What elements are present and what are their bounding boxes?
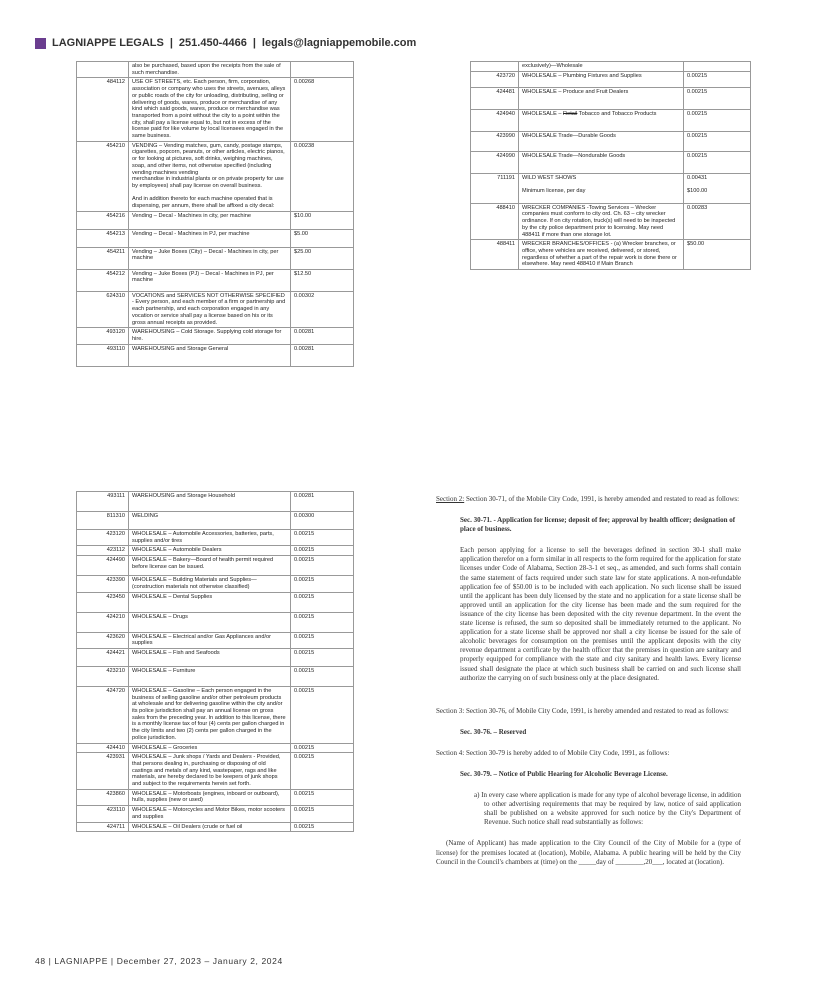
business-description: USE OF STREETS, etc. Each person, firm, corporation, association or company who uses the streets, avenues, alleys or public roads of the city for unloading, distributing, selling or delivering of goods, wares, produce or merchandise of any kind which said goods, wares, produce or merchandise was transported from a point without the city to a point within the city, shall pay a license equal to, but not in excess of the license paid for like volume by local licensees engaged in the same business. xyxy=(129,78,291,141)
table-row xyxy=(77,546,354,556)
business-description: WHOLESALE – Motorcycles and Motor Bikes, motor scooters and supplies xyxy=(129,806,291,822)
business-description: WHOLESALE – Junk shops / Yards and Dealers - Provided, that persons dealing in, purchasing or disposing of old castings and metals of any kind, wastepaper, rags and like materials, are hereby declared to be keepers of junk shops and subject to the requirements herein set forth. xyxy=(129,753,291,790)
business-description: WHOLESALE – Motorboats (engines, inboard or outboard), hulls, supplies (new or used) xyxy=(129,789,291,805)
table-row xyxy=(77,291,354,328)
license-table-bottom-left xyxy=(76,491,354,832)
naics-code: 424990 xyxy=(471,151,519,173)
license-table-top-left xyxy=(76,61,354,367)
license-rate: 0.00215 xyxy=(291,556,354,576)
section-2-paragraph xyxy=(436,495,741,504)
naics-code: 454210 xyxy=(77,141,129,211)
table-row xyxy=(77,328,354,344)
business-description: WELDING xyxy=(129,512,291,530)
business-description: WHOLESALE – Building Materials and Supplies—(construction materials not otherwise classified) xyxy=(129,576,291,592)
business-description: WHOLESALE – Electrical and/or Gas Appliances and/or supplies xyxy=(129,632,291,648)
naics-code: 454211 xyxy=(77,247,129,269)
license-rate: 0.00215 xyxy=(684,131,751,151)
naics-code: 423860 xyxy=(77,789,129,805)
license-rate: 0.00283 xyxy=(684,203,751,240)
business-description: WHOLESALE – Fish and Seafoods xyxy=(129,648,291,666)
license-rate xyxy=(291,62,354,78)
business-description: WHOLESALE – Dental Supplies xyxy=(129,592,291,612)
license-rate: 0.00215 xyxy=(291,753,354,790)
license-rate: 0.00300 xyxy=(291,512,354,530)
business-description: WAREHOUSING – Cold Storage. Supplying cold storage for hire. xyxy=(129,328,291,344)
naics-code: 423210 xyxy=(77,666,129,686)
license-rate: 0.00215 xyxy=(291,648,354,666)
sec-30-79-subsection-a: a) In every case where application is made for any type of alcohol beverage license, in addition to other advertising requirements that may be required by law, notice of said application shall be published on a website approved for such notice by the City's Department of Revenue. Such notice shall read substantially as follows: xyxy=(474,791,741,827)
table-row xyxy=(77,632,354,648)
table-row xyxy=(77,556,354,576)
business-description: WHOLESALE Trade—Durable Goods xyxy=(519,131,684,151)
naics-code: 454212 xyxy=(77,269,129,291)
table-row xyxy=(471,151,751,173)
license-rate: $25.00 xyxy=(291,247,354,269)
table-row xyxy=(77,247,354,269)
business-description: also be purchased, based upon the receipts from the sale of such merchandise. xyxy=(129,62,291,78)
ordinance-text xyxy=(436,495,741,867)
naics-code xyxy=(471,62,519,72)
license-rate: 0.00281 xyxy=(291,344,354,366)
business-description: VOCATIONS and SERVICES NOT OTHERWISE SPECIFIED - Every person, and each member of a firm or partnership and each partnership, and each corporation engaged in any vocation or service shall pay a license based on his or its gross annual receipts as provided. xyxy=(129,291,291,328)
naics-code: 488410 xyxy=(471,203,519,240)
license-rate: 0.00215 xyxy=(291,632,354,648)
license-rate: 0.00215 xyxy=(291,530,354,546)
table-row xyxy=(77,592,354,612)
naics-code: 423620 xyxy=(77,632,129,648)
license-rate: 0.00215 xyxy=(684,109,751,131)
business-description: WHOLESALE – Automobile Dealers xyxy=(129,546,291,556)
business-description: WHOLESALE – Automobile Accessories, batteries, parts, supplies and/or tires xyxy=(129,530,291,546)
table-row xyxy=(77,229,354,247)
business-description: Vending – Decal - Machines in PJ, per machine xyxy=(129,229,291,247)
license-rate: 0.00215 xyxy=(291,789,354,805)
section-2-label: Section 2: xyxy=(436,495,465,503)
license-rate: $12.50 xyxy=(291,269,354,291)
table-row xyxy=(77,743,354,753)
business-description: WHOLESALE – Drugs xyxy=(129,612,291,632)
table-row xyxy=(77,686,354,743)
header-phone: 251.450-4466 xyxy=(178,37,247,49)
naics-code: 493120 xyxy=(77,328,129,344)
business-description: WHOLESALE – Plumbing Fixtures and Supplies xyxy=(519,71,684,87)
naics-code: 488411 xyxy=(471,240,519,270)
naics-code: 493110 xyxy=(77,344,129,366)
table-row xyxy=(77,789,354,805)
license-rate: 0.00215 xyxy=(291,822,354,832)
license-rate: 0.00215 xyxy=(291,686,354,743)
section-2-text: Section 30-71, of the Mobile City Code, 1991, is hereby amended and restated to read as follows: xyxy=(464,495,740,503)
naics-code xyxy=(77,62,129,78)
header-email[interactable]: legals@lagniappemobile.com xyxy=(261,37,417,49)
table-row xyxy=(77,269,354,291)
description-part: Tobacco and Tobacco Products xyxy=(577,110,657,117)
table-row xyxy=(77,492,354,512)
page-header xyxy=(35,36,416,50)
table-row xyxy=(77,62,354,78)
business-description: Vending – Decal - Machines in city, per machine xyxy=(129,211,291,229)
business-description: WRECKER COMPANIES -Towing Services – Wrecker companies must conform to city ord. Ch. 63 – city wrecker ordinance. If on city rotation, truck(s) will need to be inspected by the city police department prior to licensing. May need 488411 if more than one storage lot. xyxy=(519,203,684,240)
naics-code: 711191 xyxy=(471,173,519,203)
business-description xyxy=(519,109,684,131)
naics-code: 424210 xyxy=(77,612,129,632)
business-description: WHOLESALE – Groceries xyxy=(129,743,291,753)
table-row xyxy=(471,109,751,131)
business-description: WILD WEST SHOWS Minimum license, per day xyxy=(519,173,684,203)
license-rate: 0.00215 xyxy=(684,151,751,173)
table-row xyxy=(77,612,354,632)
table-row xyxy=(77,648,354,666)
license-rate: $10.00 xyxy=(291,211,354,229)
naics-code: 423112 xyxy=(77,546,129,556)
table-row xyxy=(471,173,751,203)
license-table-top-right xyxy=(470,61,751,270)
table-row xyxy=(471,87,751,109)
table-row xyxy=(471,62,751,72)
table-row xyxy=(471,240,751,270)
naics-code: 423720 xyxy=(471,71,519,87)
naics-code: 423390 xyxy=(77,576,129,592)
naics-code: 424481 xyxy=(471,87,519,109)
naics-code: 424490 xyxy=(77,556,129,576)
license-rate: 0.00431 $100.00 xyxy=(684,173,751,203)
table-row xyxy=(77,78,354,141)
table-row xyxy=(77,530,354,546)
license-rate: 0.00281 xyxy=(291,492,354,512)
table-row xyxy=(77,344,354,366)
business-description: WHOLESALE – Oil Dealers (crude or fuel oil xyxy=(129,822,291,832)
naics-code: 423990 xyxy=(471,131,519,151)
license-rate: 0.00215 xyxy=(684,71,751,87)
table-row xyxy=(77,666,354,686)
business-description: WHOLESALE – Produce and Fruit Dealers xyxy=(519,87,684,109)
description-part: WHOLESALE – xyxy=(522,110,564,117)
table-row xyxy=(471,71,751,87)
header-separator: | xyxy=(169,37,173,49)
business-description: WHOLESALE – Furniture xyxy=(129,666,291,686)
table-row xyxy=(77,512,354,530)
business-description: exclusively)—Wholesale xyxy=(519,62,684,72)
naics-code: 424421 xyxy=(77,648,129,666)
license-rate: 0.00215 xyxy=(291,612,354,632)
section-4-paragraph: Section 4: Section 30-79 is hereby added to of Mobile City Code, 1991, as follows: xyxy=(436,748,670,757)
sec-30-79-notice: (Name of Applicant) has made application to the City Council of the City of Mobile for a (type of license) for the premises located at (location), Mobile, Alabama. A public hearing will be held by the City Council in the Council's chambers at (time) on the _____day of ________,20___, located at (location). xyxy=(436,839,741,866)
naics-code: 424720 xyxy=(77,686,129,743)
business-description: Vending – Juke Boxes (City) – Decal - Machines in city, per machine xyxy=(129,247,291,269)
sec-30-79-title: Sec. 30-79. – Notice of Public Hearing for Alcoholic Beverage License. xyxy=(460,769,668,778)
sec-30-76-title: Sec. 30-76. – Reserved xyxy=(460,727,527,736)
license-rate xyxy=(684,62,751,72)
table-row xyxy=(77,576,354,592)
naics-code: 424410 xyxy=(77,743,129,753)
table-row xyxy=(77,822,354,832)
naics-code: 423931 xyxy=(77,753,129,790)
naics-code: 423110 xyxy=(77,806,129,822)
license-rate: 0.00215 xyxy=(291,592,354,612)
license-rate: 0.00215 xyxy=(291,743,354,753)
table-row xyxy=(77,211,354,229)
business-description: WHOLESALE – Bakery—Board of health permit required before license can be issued. xyxy=(129,556,291,576)
license-rate: 0.00215 xyxy=(291,546,354,556)
naics-code: 484112 xyxy=(77,78,129,141)
sec-30-71-title: Sec. 30-71. - Application for license; deposit of fee; approval by health officer; designation of place of business. xyxy=(460,516,736,534)
naics-code: 493111 xyxy=(77,492,129,512)
license-rate: 0.00215 xyxy=(291,576,354,592)
business-description: WHOLESALE Trade—Nondurable Goods xyxy=(519,151,684,173)
business-description: WAREHOUSING and Storage General xyxy=(129,344,291,366)
brand-square-icon xyxy=(35,38,46,49)
table-row xyxy=(77,141,354,211)
table-row xyxy=(77,806,354,822)
business-description: WAREHOUSING and Storage Household xyxy=(129,492,291,512)
sec-30-71-body: Each person applying for a license to sell the beverages defined in section 30-1 shall make application therefor on a form similar in all respects to the form required for the application for state licenses under Code of Alabama, Section 28-3-1 et seq., as amended, and such forms shall contain the same statement of facts required under such state law for state applications. A non-refundable application fee of $50.00 is to be included with each application. No such license shall be issued until the applicant has been duly licensed by the state and no application for a state license shall be approved until an application for the city license has been made and the sum required for the issuance of the city license has been deposited with the city revenue department. In the event the state license is refused, the sum so deposited shall be immediately returned to the applicant. No application for a state license shall be approved nor shall a city license be issued for the sale of alcoholic beverages for consumption on the premises until the applicant deposits with the city revenue department a certificate by the health officer that the premises in question are sanitary and properly equipped for compliance with the state and city sanitary and health laws. Every license issued shall designate the place at which such business shall be carried on and such license shall authorize the carrying on of such business only at the place designated. xyxy=(460,546,741,682)
naics-code: 624310 xyxy=(77,291,129,328)
license-rate: 0.00215 xyxy=(291,666,354,686)
license-rate: 0.00215 xyxy=(291,806,354,822)
naics-code: 423450 xyxy=(77,592,129,612)
license-rate: 0.00302 xyxy=(291,291,354,328)
naics-code: 423120 xyxy=(77,530,129,546)
license-rate: 0.00238 xyxy=(291,141,354,211)
page-footer: 48 | LAGNIAPPE | December 27, 2023 – January 2, 2024 xyxy=(35,956,283,966)
business-description: VENDING – Vending matches, gum, candy, postage stamps, cigarettes, popcorn, peanuts, or other articles, electric pianos, or for looking at pictures, soft drinks, weighing machines, soap, and other items, not otherwise specified (including vending machines vending merchandise in industrial plants or on private property for use by employees) shall pay license on overall business. And in addition thereto for each machine operated that is dispensing, per annum, there shall be affixed a city decal: xyxy=(129,141,291,211)
struck-word: Retail xyxy=(563,110,578,117)
section-3-paragraph: Section 3: Section 30-76, of Mobile City Code, 1991, is hereby amended and restated to read as follows: xyxy=(436,706,729,715)
brand-name: LAGNIAPPE LEGALS xyxy=(52,37,164,49)
license-rate: $50.00 xyxy=(684,240,751,270)
table-row xyxy=(471,203,751,240)
business-description: WHOLESALE – Gasoline – Each person engaged in the business of selling gasoline and/or other petroleum products at wholesale and for delivering gasoline within the city and/or its police jurisdiction shall pay an annual license on gross sales from the preceding year. In addition to this license, there is a monthly license tax of four (4) cents per gallon charged in the city limits and two (2) cents per gallon charged in the police jurisdiction. xyxy=(129,686,291,743)
naics-code: 454216 xyxy=(77,211,129,229)
license-rate: 0.00268 xyxy=(291,78,354,141)
table-row xyxy=(471,131,751,151)
business-description: WRECKER BRANCHES/OFFICES - (a) Wrecker branches, or office, where vehicles are received, delivered, or stored, regardless of whether a part of the repair work is done there or elsewhere. May need 488410 if Main Branch xyxy=(519,240,684,270)
naics-code: 424711 xyxy=(77,822,129,832)
naics-code: 424940 xyxy=(471,109,519,131)
license-rate: $5.00 xyxy=(291,229,354,247)
business-description: Vending – Juke Boxes (PJ) – Decal - Machines in PJ, per machine xyxy=(129,269,291,291)
table-row xyxy=(77,753,354,790)
naics-code: 454213 xyxy=(77,229,129,247)
header-separator: | xyxy=(252,37,256,49)
naics-code: 811310 xyxy=(77,512,129,530)
license-rate: 0.00281 xyxy=(291,328,354,344)
license-rate: 0.00215 xyxy=(684,87,751,109)
